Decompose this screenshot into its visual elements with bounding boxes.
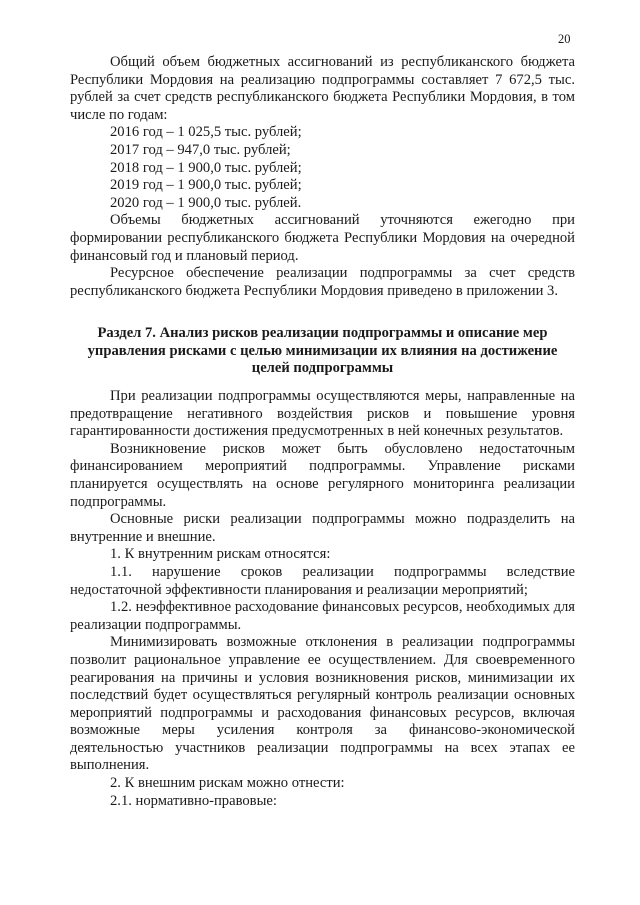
funding-section — [70, 54, 575, 300]
list-line: 2. К внешним рискам можно отнести: — [110, 775, 345, 792]
list-line: 2019 год – 1 900,0 тыс. рублей; — [110, 177, 302, 194]
list-line: 2020 год – 1 900,0 тыс. рублей. — [110, 194, 302, 211]
paragraph: Объемы бюджетных ассигнований уточняются ежегодно при формировании республиканского бюджета Республики Мордовия на очередной финансовый год и плановый период. — [70, 212, 575, 264]
risks-section — [70, 388, 575, 810]
page-number: 20 — [558, 32, 571, 46]
list-line: 1. К внутренним рискам относятся: — [110, 546, 331, 563]
list-line: 2.1. нормативно-правовые: — [110, 792, 277, 809]
list-line: 2018 год – 1 900,0 тыс. рублей; — [110, 159, 302, 176]
paragraph: При реализации подпрограммы осуществляются меры, направленные на предотвращение негативного воздействия рисков и повышение уровня гарантированности достижения предусмотренных в ней конечных результатов. — [70, 388, 575, 440]
list-line: 2017 год – 947,0 тыс. рублей; — [110, 141, 291, 158]
paragraph: Минимизировать возможные отклонения в реализации подпрограммы позволит рациональное управление ее осуществлением. Для своевременного реагирования на причины и условия возникновения рисков, минимизации их последствий будет осуществляться регулярный контроль реализации основных мероприятий подпрограммы и расходования финансовых ресурсов, включая возможные меры усиления контроля за финансово-экономической деятельностью участников реализации подпрограммы на всех этапах ее выполнения. — [70, 634, 575, 774]
paragraph: 1.2. неэффективное расходование финансовых ресурсов, необходимых для реализации подпрограммы. — [70, 599, 575, 633]
paragraph: Основные риски реализации подпрограммы можно подразделить на внутренние и внешние. — [70, 511, 575, 545]
paragraph: Общий объем бюджетных ассигнований из республиканского бюджета Республики Мордовия на реализацию подпрограммы составляет 7 672,5 тыс. рублей за счет средств республиканского бюджета Республики Мордовия, в том числе по годам: — [70, 54, 575, 123]
list-line: 2016 год – 1 025,5 тыс. рублей; — [110, 124, 302, 141]
paragraph: Ресурсное обеспечение реализации подпрограммы за счет средств республиканского бюджета Республики Мордовия приведено в приложении 3. — [70, 265, 575, 299]
section-heading: Раздел 7. Анализ рисков реализации подпрограммы и описание мер управления рисками с целью минимизации их влияния на достижение целей подпрограммы — [87, 325, 558, 377]
paragraph: Возникновение рисков может быть обусловлено недостаточным финансированием мероприятий подпрограммы. Управление рисками планируется осуществлять на основе регулярного мониторинга реализации подпрограммы. — [70, 440, 575, 510]
paragraph: 1.1. нарушение сроков реализации подпрограммы вследствие недостаточной эффективности планирования и реализации мероприятий; — [70, 563, 575, 598]
